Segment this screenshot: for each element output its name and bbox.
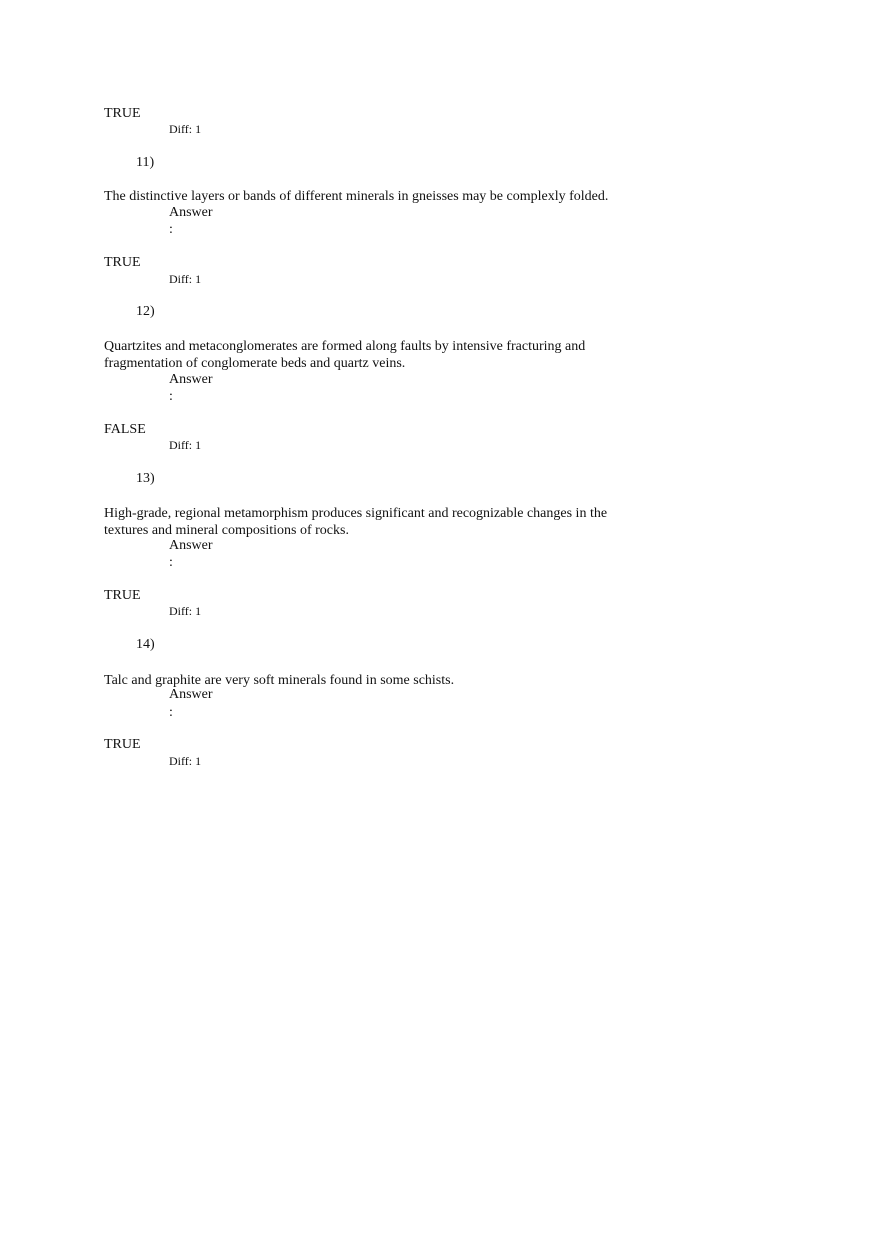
answer-colon: : [169,389,173,404]
difficulty-label: Diff: 1 [169,272,202,286]
answer-value: FALSE [104,422,146,437]
question-text: High-grade, regional metamorphism produces significant and recognizable changes in the textures and mineral compositions of rocks. [104,506,608,538]
question-text: Quartzites and metaconglomerates are formed along faults by intensive fracturing and fragmentation of conglomerate beds and quartz veins. [104,339,586,371]
difficulty-label: Diff: 1 [169,754,202,768]
answer-colon: : [169,705,173,720]
question-number: 12) [136,304,155,319]
question-number: 14) [136,637,155,652]
answer-value: TRUE [104,737,141,752]
answer-value: TRUE [104,106,141,121]
answer-value: TRUE [104,588,141,603]
answer-label: Answer [169,687,213,702]
answer-label: Answer [169,372,213,387]
question-number: 11) [136,155,155,170]
answer-label: Answer [169,205,213,220]
question-number: 13) [136,471,155,486]
question-text: The distinctive layers or bands of different minerals in gneisses may be complexly folded. [104,189,609,204]
answer-colon: : [169,555,173,570]
difficulty-label: Diff: 1 [169,122,202,136]
difficulty-label: Diff: 1 [169,604,202,618]
answer-value: TRUE [104,255,141,270]
answer-label: Answer [169,538,213,553]
answer-colon: : [169,222,173,237]
question-text: Talc and graphite are very soft minerals found in some schists. [104,673,455,688]
difficulty-label: Diff: 1 [169,438,202,452]
